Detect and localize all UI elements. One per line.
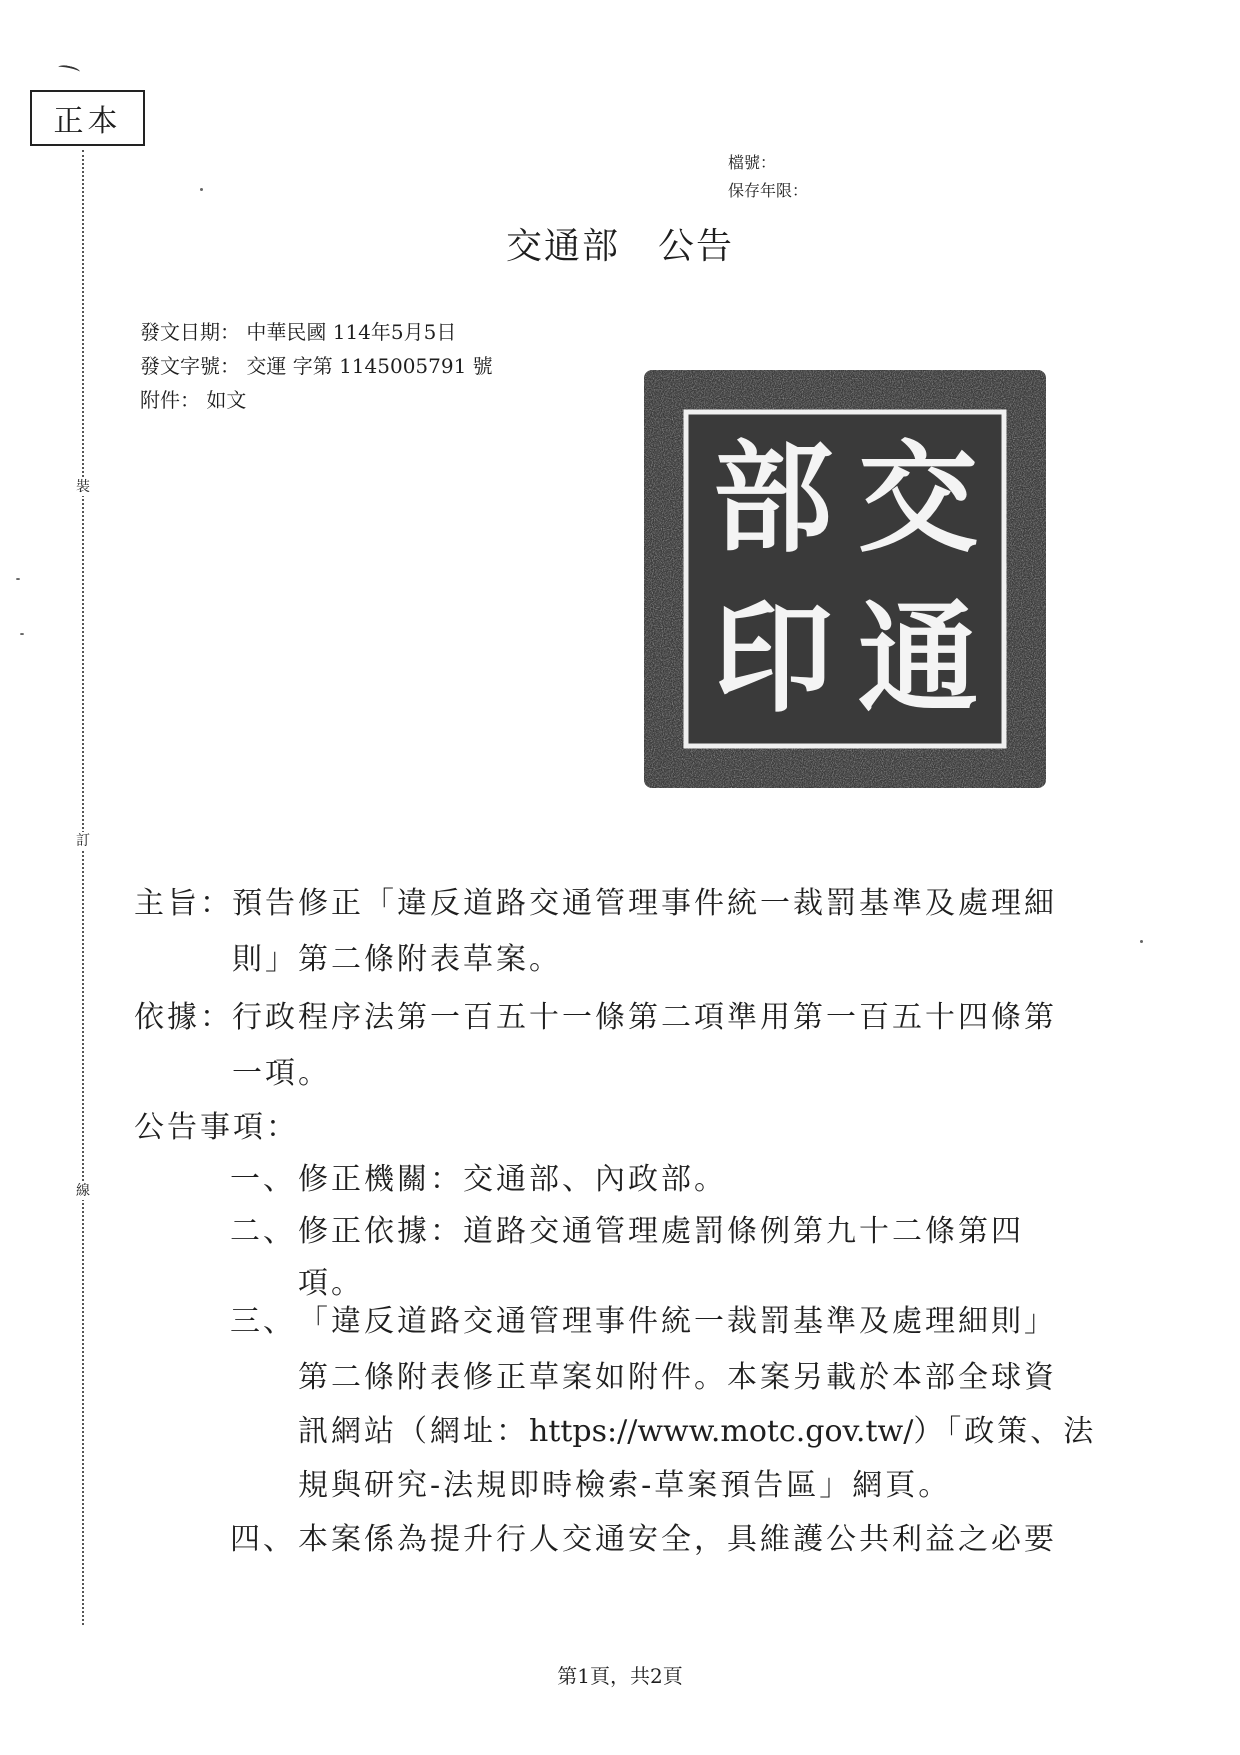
- basis-text-line: 行政程序法第一百五十一條第二項準用第一百五十四條第: [232, 1000, 1057, 1035]
- issuing-agency: 交通部: [505, 226, 620, 267]
- attachment-row: [140, 384, 246, 413]
- item-text-line: 本案係為提升行人交通安全，具維護公共利益之必要: [298, 1522, 1057, 1557]
- seal-char: 部: [713, 428, 833, 569]
- item-text-line: 修正機關：交通部、內政部。: [298, 1162, 727, 1197]
- attachment-value: 如文: [206, 388, 247, 412]
- scan-speck: [20, 633, 24, 635]
- seal-left-column: [708, 429, 838, 729]
- file-number-label: 檔號：: [728, 153, 777, 172]
- seal-char: 印: [713, 588, 833, 729]
- binding-line: [82, 150, 84, 1625]
- document-type: 公告: [658, 226, 735, 267]
- subject-text-line: 預告修正「違反道路交通管理事件統一裁罰基準及處理細: [232, 886, 1057, 921]
- subject-text-line: 則」第二條附表草案。: [232, 942, 562, 977]
- item-text-segment: 訊網站（網址：: [298, 1414, 529, 1449]
- item-text-line: 「違反道路交通管理事件統一裁罰基準及處理細則」: [298, 1304, 1057, 1339]
- seal-characters: [708, 429, 983, 729]
- item-text-line: 規與研究-法規即時檢索-草案預告區」網頁。: [298, 1468, 952, 1503]
- item-number: 一、: [230, 1162, 296, 1197]
- seal-right-column: [853, 429, 983, 729]
- item-text-segment: ）「政策、法: [913, 1414, 1097, 1449]
- item-number: 二、: [230, 1214, 296, 1249]
- item-number: 三、: [230, 1304, 296, 1339]
- official-seal: [638, 364, 1052, 794]
- stray-mark: [58, 64, 81, 75]
- scan-speck: [16, 578, 20, 580]
- subject-label: 主旨：: [134, 886, 233, 921]
- seal-char: 交: [858, 428, 978, 569]
- document-title: [0, 218, 1240, 269]
- attachment-label: 附件：: [140, 388, 200, 412]
- scan-speck: [1140, 940, 1143, 943]
- binding-mark-ding: 訂: [76, 833, 90, 849]
- item-text-line: 項。: [298, 1266, 364, 1301]
- item-text-line: [298, 1412, 1096, 1452]
- retention-period-label: 保存年限：: [728, 181, 809, 200]
- binding-mark-xian: 線: [76, 1183, 90, 1199]
- item-text-line: 修正依據：道路交通管理處罰條例第九十二條第四: [298, 1214, 1024, 1249]
- basis-text-line: 一項。: [232, 1056, 331, 1091]
- issue-date-label: 發文日期：: [140, 320, 240, 344]
- reference-number-label: 發文字號：: [140, 354, 240, 378]
- item-text-line: 第二條附表修正草案如附件。本案另載於本部全球資: [298, 1360, 1057, 1395]
- binding-mark-zhuang: 裝: [76, 479, 90, 495]
- website-url: https://www.motc.gov.tw/: [529, 1414, 914, 1449]
- reference-number-value: 交運 字第 1145005791 號: [246, 354, 493, 378]
- reference-number-row: [140, 350, 493, 379]
- item-number: 四、: [230, 1522, 296, 1557]
- basis-label: 依據：: [134, 1000, 233, 1035]
- original-copy-label: 正本: [30, 90, 145, 146]
- notice-items-label: 公告事項：: [134, 1110, 299, 1145]
- issue-date-row: [140, 316, 456, 345]
- page-indicator: 第1頁，共2頁: [557, 1664, 683, 1688]
- scan-speck: [200, 188, 203, 191]
- issue-date-value: 中華民國 114年5月5日: [246, 320, 457, 344]
- seal-char: 通: [858, 588, 978, 729]
